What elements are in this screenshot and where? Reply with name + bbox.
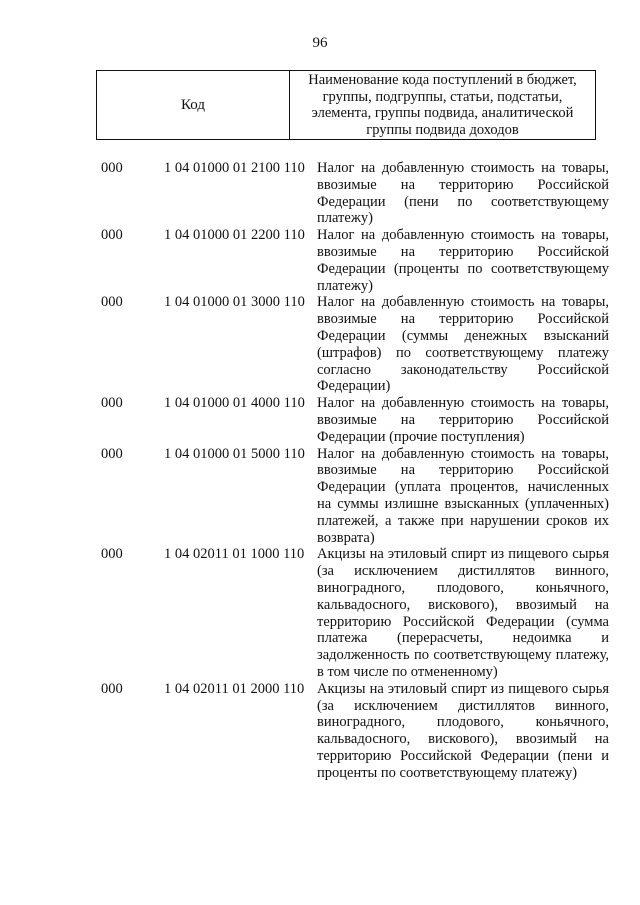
description-line: платежа (перерасчеты, недоимка и [317,630,609,647]
income-description [317,160,609,227]
admin-code: 000 [101,395,123,412]
income-description [317,681,609,782]
table-row [0,681,640,782]
admin-code: 000 [101,227,123,244]
description-line: виноградного, плодового, коньячного, [317,579,609,596]
description-line: (за исключением дистиллятов винного, [317,697,609,714]
table-row [0,294,640,395]
description-line: Федерации (пени по соответствующему [317,193,609,210]
admin-code: 000 [101,294,123,311]
description-line: Налог на добавленную стоимость на товары, [317,445,609,462]
description-line: кальвадосного, вискового), ввозимый на [317,731,609,748]
budget-classification-code: 1 04 01000 01 5000 110 [164,445,305,462]
income-codes-list [0,160,640,781]
description-line: платежу) [317,210,373,227]
description-line: платежей, а также при нарушении сроков их [317,512,609,529]
description-line: Федерации) [317,378,391,395]
description-line: платежу) [317,277,373,294]
budget-classification-code: 1 04 01000 01 3000 110 [164,294,305,311]
header-name-column: Наименование кода поступлений в бюджет, группы, подгруппы, статьи, подстатьи, элемента, группы подвида, аналитической группы подвида доходов [308,72,577,138]
description-line: Федерации (уплата процентов, начисленных [317,479,609,496]
description-line: виноградного, плодового, коньячного, [317,714,609,731]
description-line: возврата) [317,529,375,546]
description-line: Налог на добавленную стоимость на товары, [317,294,609,311]
table-header [96,70,596,140]
income-description [317,395,609,445]
admin-code: 000 [101,160,123,176]
header-code-column: Код [97,71,290,139]
table-row [0,227,640,294]
description-line: Налог на добавленную стоимость на товары, [317,395,609,412]
budget-classification-code: 1 04 02011 01 1000 110 [164,546,305,563]
income-description [317,446,609,547]
description-line: Налог на добавленную стоимость на товары, [317,160,609,176]
income-description [317,294,609,395]
admin-code: 000 [101,546,123,563]
description-line: в том числе по отмененному) [317,663,498,680]
description-line: ввозимые на территорию Российской [317,311,609,328]
admin-code: 000 [101,680,123,697]
description-line: согласно законодательству Российской [317,361,609,378]
description-line: Акцизы на этиловый спирт из пищевого сырья [317,680,609,697]
description-line: территорию Российской Федерации (пени и [317,747,609,764]
description-line: ввозимые на территорию Российской [317,411,609,428]
table-row [0,546,640,680]
description-line: ввозимые на территорию Российской [317,176,609,193]
description-line: Налог на добавленную стоимость на товары, [317,227,609,244]
description-line: проценты по соответствующему платежу) [317,764,578,781]
description-line: Федерации (прочие поступления) [317,428,525,445]
budget-classification-code: 1 04 01000 01 4000 110 [164,395,305,412]
budget-classification-code: 1 04 02011 01 2000 110 [164,680,305,697]
table-row [0,395,640,445]
table-row [0,446,640,547]
description-line: Федерации (суммы денежных взысканий [317,327,609,344]
description-line: (за исключением дистиллятов винного, [317,563,609,580]
description-line: (штрафов) по соответствующему платежу [317,344,609,361]
income-description [317,546,609,680]
table-row [0,160,640,227]
budget-classification-code: 1 04 01000 01 2200 110 [164,227,305,244]
description-line: ввозимые на территорию Российской [317,243,609,260]
description-line: задолженность по соответствующему платежу, [317,647,609,664]
description-line: Федерации (проценты по соответствующему [317,260,609,277]
page-number: 96 [312,35,328,51]
budget-classification-code: 1 04 01000 01 2100 110 [164,160,305,176]
description-line: кальвадосного, вискового), ввозимый на [317,596,609,613]
income-description [317,227,609,294]
description-line: Акцизы на этиловый спирт из пищевого сырья [317,546,609,563]
description-line: территорию Российской Федерации (сумма [317,613,609,630]
description-line: на суммы излишне взысканных (уплаченных) [317,495,609,512]
admin-code: 000 [101,445,123,462]
description-line: ввозимые на территорию Российской [317,462,609,479]
